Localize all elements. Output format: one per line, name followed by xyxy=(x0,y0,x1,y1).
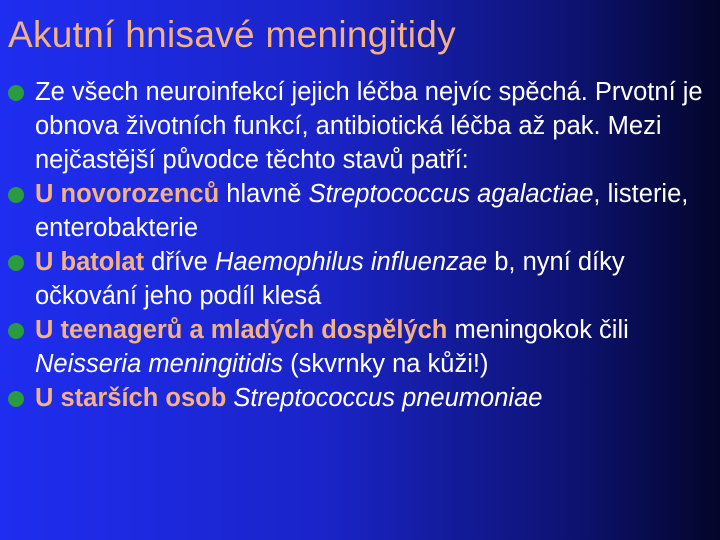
age-group-label: U starších osob xyxy=(35,384,227,412)
age-group-label: U novorozenců xyxy=(35,180,220,208)
pathogen-name: Neisseria meningitidis xyxy=(35,350,284,378)
bullet-text: hlavně xyxy=(219,180,309,208)
bullet-text: Ze všech neuroinfekcí jejich léčba nejvíc spěchá. Prvotní je obnova životních funkcí, antibiotická léčba až pak. Mezi nejčastější původce těchto stavů patří: xyxy=(35,78,703,174)
bullet-text: meningokok čili xyxy=(447,316,629,344)
bullet-list xyxy=(8,75,714,415)
bullet-text: (skvrnky na kůži!) xyxy=(283,350,489,378)
bullet-item xyxy=(8,313,714,381)
bullet-item xyxy=(8,177,714,245)
age-group-label: U batolat xyxy=(35,248,145,276)
green-disc-icon xyxy=(8,391,24,407)
green-disc-icon xyxy=(8,187,24,203)
pathogen-name: Haemophilus influenzae xyxy=(214,248,488,276)
pathogen-name: Streptococcus pneumoniae xyxy=(233,384,543,412)
bullet-item xyxy=(8,245,714,313)
green-disc-icon xyxy=(8,255,24,271)
bullet-item xyxy=(8,381,714,415)
age-group-label: U teenagerů a mladých dospělých xyxy=(35,316,448,344)
slide-title: Akutní hnisavé meningitidy xyxy=(8,14,456,55)
pathogen-name: Streptococcus agalactiae xyxy=(308,180,594,208)
bullet-text: , listerie, enterobakterie xyxy=(35,180,689,242)
bullet-text: dříve xyxy=(144,248,215,276)
green-disc-icon xyxy=(8,85,24,101)
green-disc-icon xyxy=(8,323,24,339)
bullet-text: b, nyní díky očkování jeho podíl klesá xyxy=(35,248,625,310)
bullet-item xyxy=(8,75,714,177)
